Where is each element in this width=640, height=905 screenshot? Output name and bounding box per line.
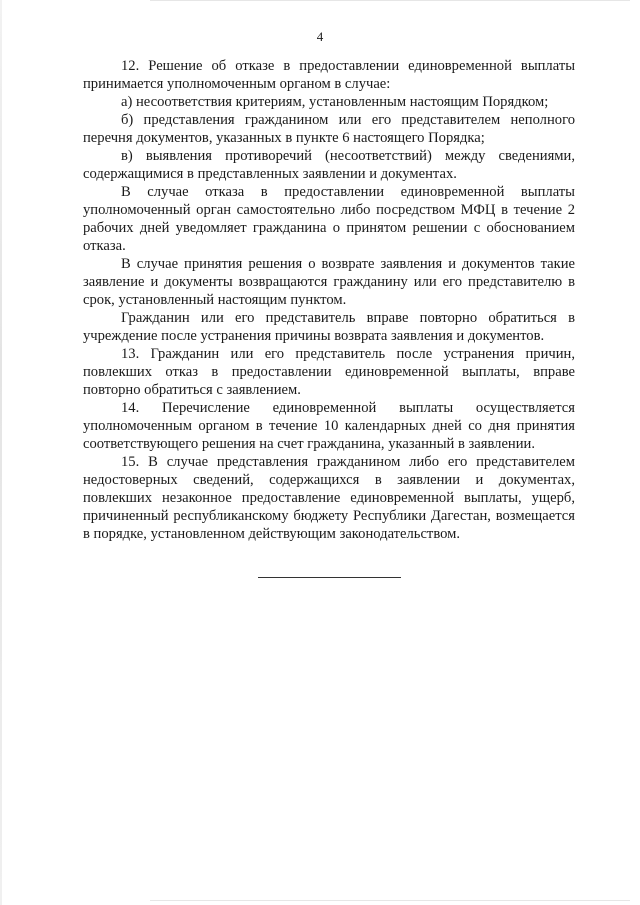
paragraph-12-reapply: Гражданин или его представитель вправе повторно обратиться в учреждение после устранения причины возврата заявления и документов. [83, 310, 575, 344]
paragraph-12-return-decision: В случае принятия решения о возврате заявления и документов такие заявление и документы возвращаются гражданину или его представителю в срок, установленный настоящим пунктом. [83, 256, 575, 308]
paragraph-15: 15. В случае представления гражданином либо его представителем недостоверных сведений, содержащихся в заявлении и документах, повлекших незаконное предоставление единовременной выплаты, ущерб, причиненный республиканскому бюджету Республики Дагестан, возмещается в порядке, установленном действующим законодательством. [83, 454, 575, 542]
paragraph-13: 13. Гражданин или его представитель после устранения причин, повлекших отказ в предоставлении единовременной выплаты, вправе повторно обратиться с заявлением. [83, 346, 575, 398]
paragraph-14: 14. Перечисление единовременной выплаты осуществляется уполномоченным органом в течение 10 календарных дней со дня принятия соответствующего решения на счет гражданина, указанный в заявлении. [83, 400, 575, 452]
scan-edge-top [150, 0, 630, 1]
closing-divider-line [258, 577, 401, 578]
paragraph-12-refusal-notice: В случае отказа в предоставлении единовременной выплаты уполномоченный орган самостоятельно либо посредством МФЦ в течение 2 рабочих дней уведомляет гражданина о принятом решении с обоснованием отказа. [83, 184, 575, 254]
paragraph-12-intro: 12. Решение об отказе в предоставлении единовременной выплаты принимается уполномоченным органом в случае: [83, 58, 575, 92]
scan-edge-bottom [150, 900, 630, 901]
page-number: 4 [316, 29, 324, 44]
paragraph-12-item-a: а) несоответствия критериям, установленным настоящим Порядком; [121, 94, 549, 110]
paragraph-12-item-b: б) представления гражданином или его представителем неполного перечня документов, указанных в пункте 6 настоящего Порядка; [83, 112, 575, 146]
document-body [83, 57, 575, 543]
paragraph-12-item-c: в) выявления противоречий (несоответствий) между сведениями, содержащимися в представленных заявлении и документах. [83, 148, 575, 182]
scan-edge-left [0, 0, 2, 905]
